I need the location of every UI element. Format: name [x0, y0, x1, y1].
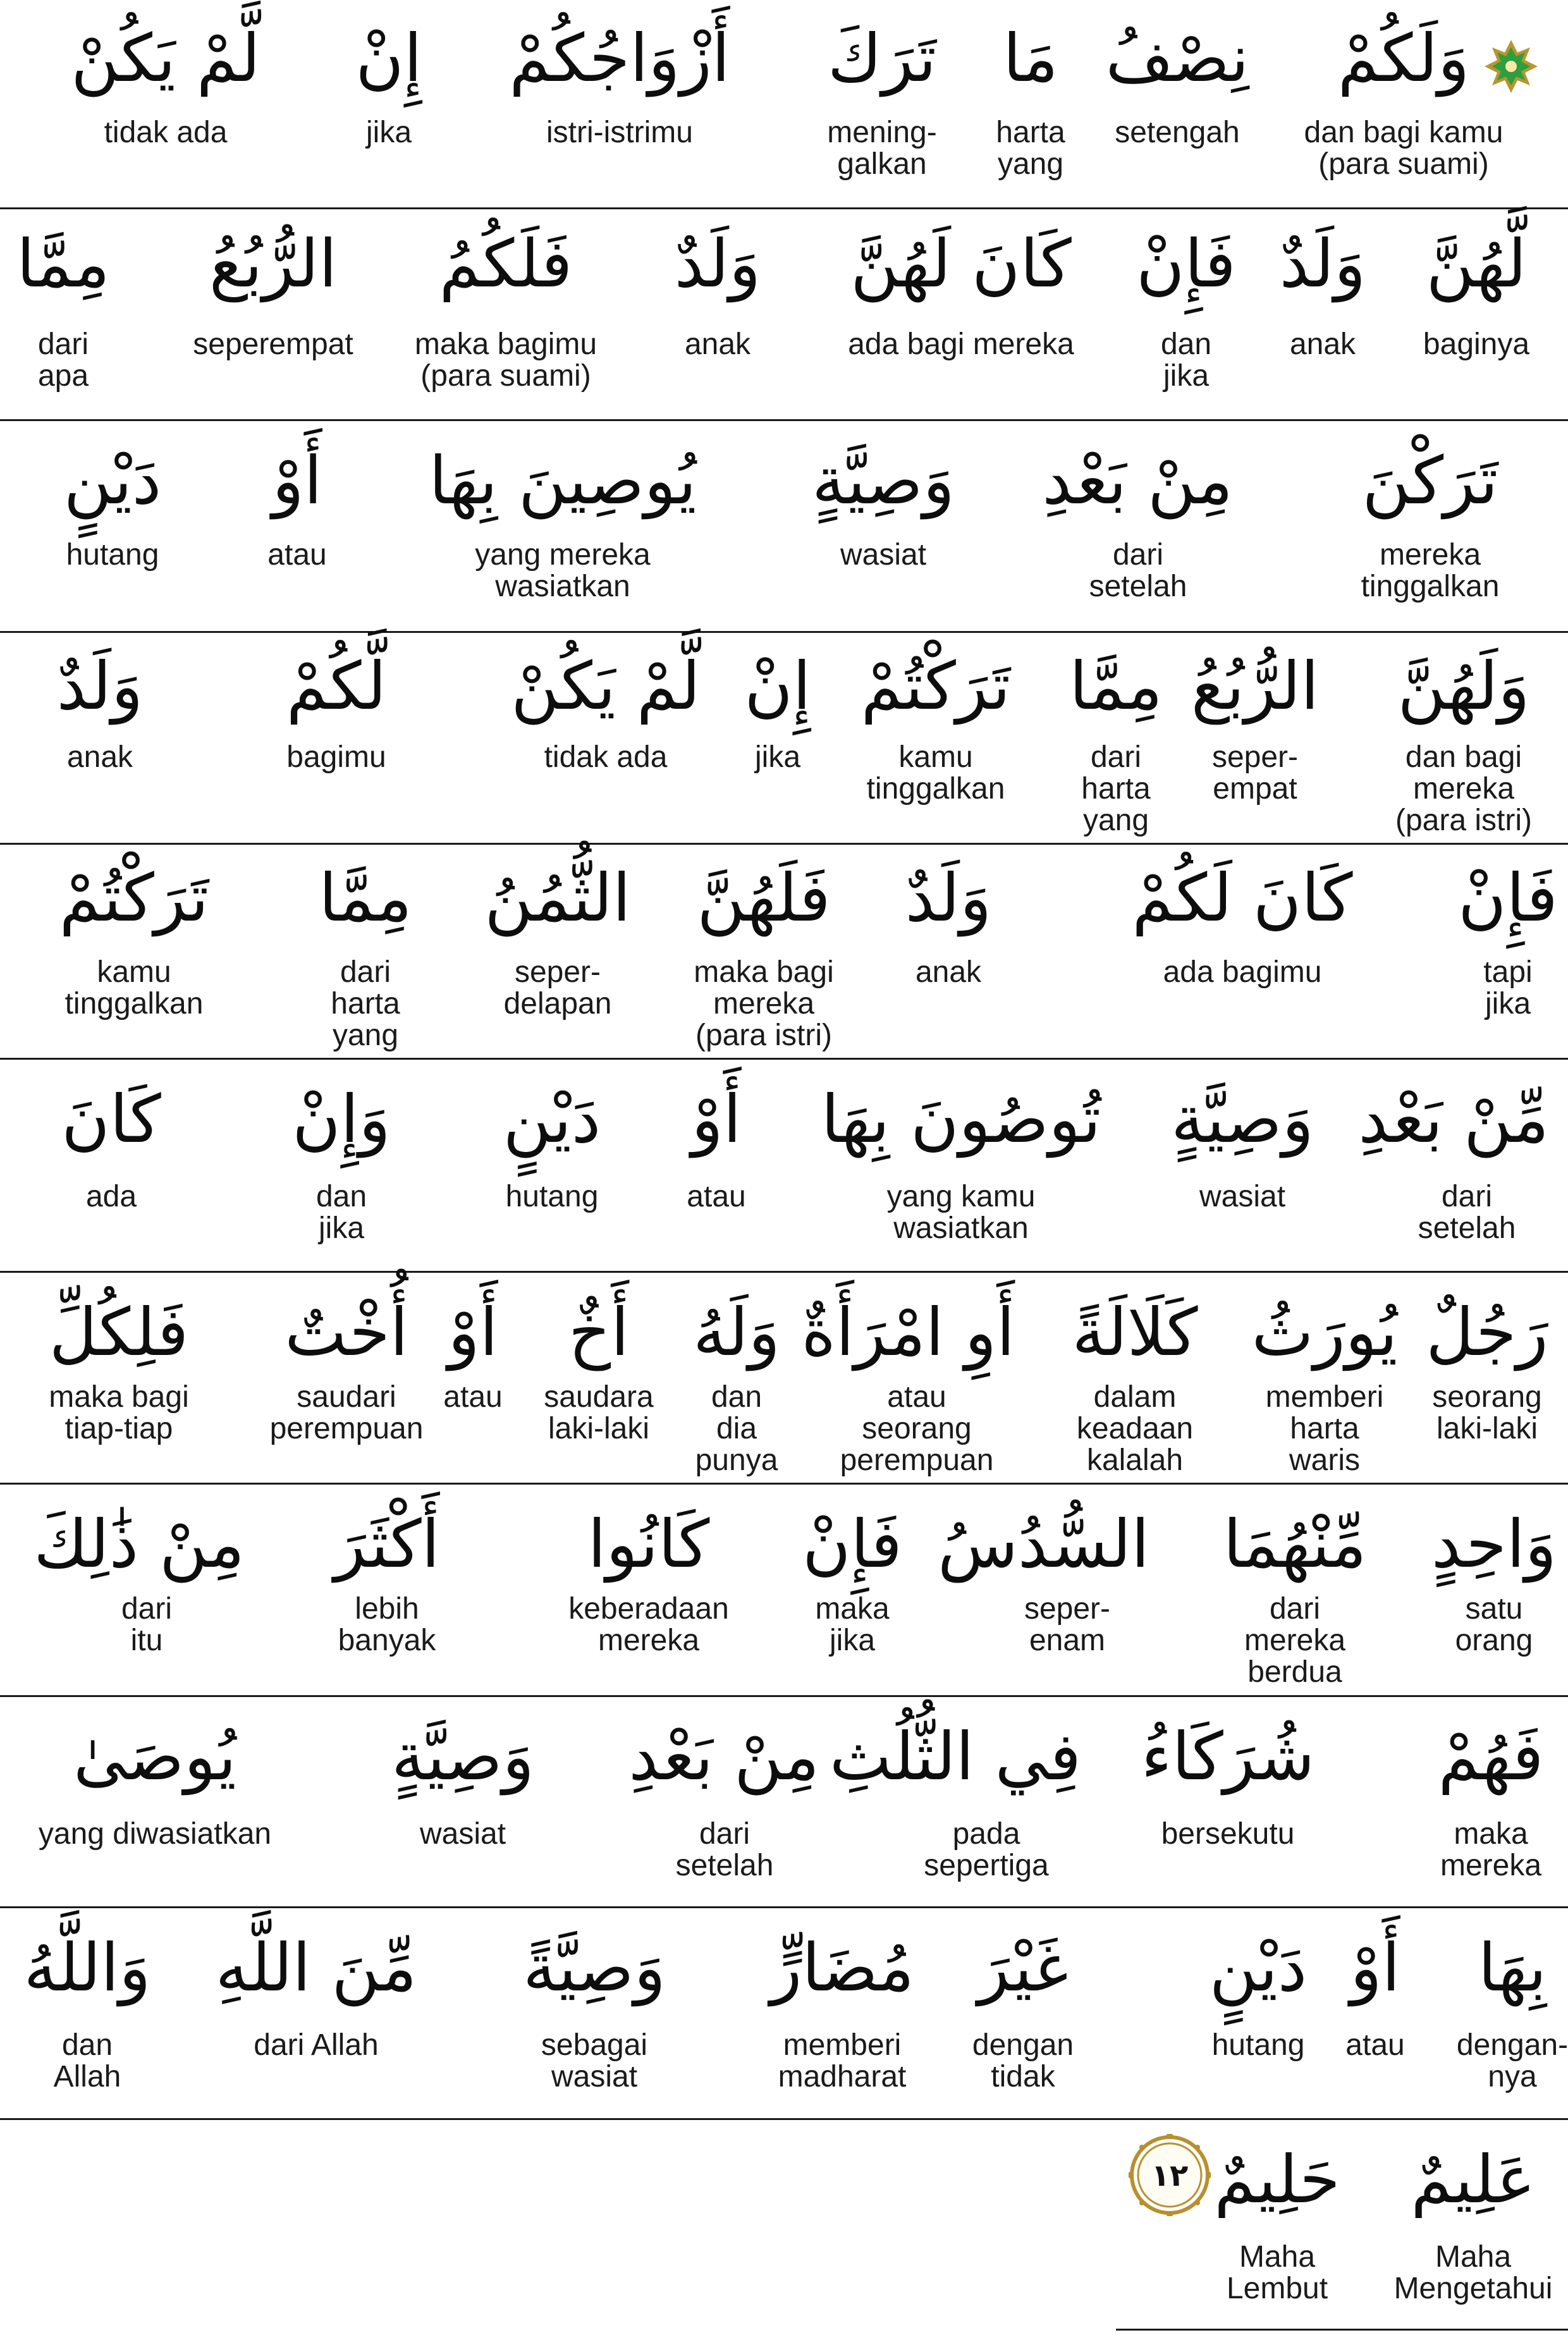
- verse-number: ١٢: [1151, 2158, 1189, 2193]
- word-cell: [381, 1698, 545, 1907]
- arabic-word: تَرَكَ: [827, 20, 937, 97]
- translation-text: dari setelah: [1089, 538, 1187, 603]
- word-cell: [305, 1486, 469, 1695]
- arabic-word: فَإِنْ: [1136, 225, 1236, 302]
- translation-text: tidak ada: [544, 740, 668, 774]
- translation-text: pada sepertiga: [924, 1817, 1049, 1882]
- word-cell: [35, 1698, 275, 1907]
- arabic-word: وَلَهُنَّ: [1397, 647, 1530, 725]
- translation-text: ada bagi mereka: [848, 328, 1074, 361]
- word-cell: [190, 1909, 443, 2118]
- arabic-word: وَلَدٌ: [905, 859, 992, 936]
- word-cell: [801, 1274, 1015, 1483]
- arabic-word: لَّمْ يَكُنْ: [511, 647, 701, 725]
- arabic-word: لَّكُمْ: [286, 647, 387, 725]
- translation-text: memberi harta waris: [1265, 1380, 1384, 1477]
- arabic-word: كَانَ: [61, 1081, 161, 1158]
- word-cell: [770, 1486, 934, 1695]
- arabic-word: مِمَّا: [16, 225, 110, 302]
- translation-text: tapi jika: [1483, 955, 1533, 1020]
- word-cell: [1358, 1061, 1549, 1271]
- translation-text: yang mereka wasiatkan: [475, 538, 651, 603]
- translation-text: mereka tinggalkan: [1361, 538, 1500, 603]
- arabic-word: مُضَارٍّ: [770, 1929, 914, 2006]
- word-cell: [283, 846, 448, 1058]
- arabic-word: أُخْتٌ: [285, 1294, 408, 1371]
- arabic-word: غَيْرَ: [977, 1929, 1069, 2006]
- row-divider: [0, 631, 1568, 633]
- arabic-word: وَصِيَّةٍ: [812, 442, 955, 519]
- arabic-word: مَا: [1003, 20, 1058, 97]
- word-cell: [39, 0, 292, 209]
- translation-text: istri-istrimu: [546, 116, 693, 149]
- arabic-word: وَصِيَّةٍ: [1171, 1081, 1314, 1158]
- translation-text: dengan- nya: [1456, 2028, 1568, 2093]
- translation-text: seorang laki-laki: [1432, 1380, 1542, 1445]
- verse-number-medallion: [1129, 2134, 1211, 2216]
- word-cell: [408, 422, 718, 631]
- translation-text: maka mereka: [1440, 1817, 1542, 1882]
- word-cell: [1299, 0, 1508, 209]
- translation-text: tidak ada: [104, 116, 228, 149]
- translation-text: Maha Lembut: [1226, 2240, 1328, 2305]
- word-cell: [191, 212, 355, 420]
- translation-text: atau: [267, 538, 327, 572]
- translation-text: seper- enam: [1024, 1592, 1111, 1657]
- word-cell: [1372, 634, 1555, 843]
- translation-text: dan bagi mereka (para istri): [1395, 740, 1533, 837]
- word-cell: [1104, 212, 1268, 420]
- translation-text: dan bagi kamu (para suami): [1304, 116, 1504, 181]
- verse-start-star-icon: [1483, 38, 1540, 95]
- arabic-word: أَزْوَاجُكُمْ: [509, 20, 730, 97]
- word-cell: [475, 846, 640, 1058]
- word-row: [0, 2121, 1568, 2335]
- translation-text: dari setelah: [675, 1817, 774, 1882]
- translation-text: anak: [915, 955, 982, 989]
- arabic-word: السُّدُسُ: [938, 1505, 1149, 1583]
- word-cell: [1405, 1274, 1568, 1483]
- arabic-word: أَوْ: [272, 442, 322, 519]
- word-cell: [682, 846, 846, 1058]
- translation-text: dari itu: [121, 1592, 173, 1657]
- word-cell: [1095, 0, 1259, 209]
- arabic-word: تَرَكْتُمْ: [59, 859, 209, 936]
- word-cell: [398, 212, 613, 420]
- row-divider: [0, 1271, 1568, 1273]
- word-row: [0, 212, 1568, 420]
- word-cell: [1426, 846, 1568, 1058]
- arabic-word: فَإِنْ: [1458, 859, 1558, 936]
- word-cell: [474, 0, 765, 209]
- word-cell: [245, 634, 428, 843]
- row-divider: [0, 1695, 1568, 1697]
- translation-text: yang kamu wasiatkan: [886, 1180, 1036, 1245]
- arabic-word: الثُّمُنُ: [484, 859, 631, 936]
- translation-text: jika: [365, 116, 412, 149]
- translation-text: dengan tidak: [972, 2028, 1074, 2093]
- arabic-word: وَصِيَّةً: [523, 1929, 666, 2006]
- arabic-word: مِمَّا: [319, 859, 412, 936]
- translation-text: hutang: [1211, 2028, 1305, 2062]
- translation-text: anak: [1289, 328, 1356, 361]
- bottom-divider: [1116, 2329, 1568, 2331]
- word-cell: [21, 1274, 217, 1483]
- row-divider: [0, 843, 1568, 845]
- translation-text: lebih banyak: [338, 1592, 436, 1657]
- word-cell: [830, 1698, 1081, 1907]
- arabic-word: وَلَهُ: [693, 1294, 780, 1371]
- word-cell: [828, 212, 1094, 420]
- word-cell: [866, 846, 1031, 1058]
- arabic-word: وَاللَّهُ: [23, 1929, 151, 2006]
- word-row: [0, 1061, 1568, 1271]
- translation-text: Maha Mengetahui: [1393, 2240, 1553, 2305]
- translation-text: seper- delapan: [503, 955, 612, 1020]
- word-cell: [512, 1909, 677, 2118]
- word-row: [0, 1486, 1568, 1695]
- translation-text: kamu tinggalkan: [866, 740, 1005, 806]
- translation-text: ada: [85, 1180, 137, 1213]
- word-cell: [30, 846, 238, 1058]
- translation-text: maka jika: [815, 1592, 890, 1657]
- translation-text: dari harta yang: [331, 955, 400, 1052]
- translation-text: keberadaan mereka: [568, 1592, 729, 1657]
- arabic-word: أَوْ: [691, 1081, 742, 1158]
- translation-text: seper- empat: [1211, 740, 1299, 806]
- word-cell: [259, 1061, 424, 1271]
- translation-text: dari mereka berdua: [1244, 1592, 1346, 1689]
- arabic-word: أَوْ: [1350, 1929, 1400, 2006]
- arabic-word: مِنْ بَعْدِ: [628, 1718, 819, 1795]
- arabic-word: نِصْفُ: [1105, 20, 1249, 97]
- row-divider: [0, 2118, 1568, 2120]
- arabic-word: تَرَكْنَ: [1362, 442, 1498, 519]
- arabic-word: وَلَدٌ: [56, 647, 144, 725]
- word-cell: [788, 422, 978, 631]
- arabic-word: فِي الثُّلُثِ: [830, 1718, 1081, 1795]
- word-row: [0, 1909, 1568, 2118]
- arabic-word: وَصِيَّةٍ: [391, 1718, 534, 1795]
- word-row: [0, 1698, 1568, 1907]
- arabic-word: مِّنْهُمَا: [1223, 1505, 1367, 1583]
- translation-text: dalam keadaan kalalah: [1076, 1380, 1194, 1477]
- translation-text: satu orang: [1455, 1592, 1533, 1657]
- row-divider: [0, 1058, 1568, 1060]
- translation-text: sebagai wasiat: [541, 2028, 648, 2093]
- translation-text: seperempat: [193, 328, 353, 361]
- word-cell: [819, 1061, 1103, 1271]
- translation-text: memberi madharat: [778, 2028, 907, 2093]
- word-cell: [1391, 2121, 1555, 2335]
- word-cell: [635, 212, 800, 420]
- word-cell: [18, 634, 182, 843]
- arabic-word: وَلَدٌ: [674, 225, 761, 302]
- arabic-word: شُرَكَاءُ: [1141, 1718, 1315, 1795]
- arabic-word: رَجُلٌ: [1426, 1294, 1548, 1371]
- translation-text: atau: [443, 1380, 503, 1414]
- translation-text: anak: [66, 740, 133, 774]
- word-cell: [831, 634, 1040, 843]
- word-cell: [1139, 1698, 1316, 1907]
- translation-text: hutang: [66, 538, 159, 572]
- translation-text: ada bagimu: [1163, 955, 1322, 989]
- word-row: [0, 1274, 1568, 1483]
- translation-text: yang diwasiatkan: [38, 1817, 272, 1851]
- word-cell: [307, 0, 471, 209]
- translation-text: dari apa: [37, 328, 89, 393]
- arabic-word: مِّنَ اللَّهِ: [215, 1929, 417, 2006]
- arabic-word: حَلِيمٌ: [1214, 2141, 1340, 2218]
- arabic-word: فَلَكُمُ: [439, 225, 573, 302]
- arabic-word: مِنْ بَعْدِ: [1042, 442, 1233, 519]
- translation-text: atau: [687, 1180, 746, 1213]
- translation-text: dan jika: [315, 1180, 367, 1245]
- word-cell: [470, 1061, 634, 1271]
- translation-text: wasiat: [840, 538, 927, 572]
- translation-text: dari harta yang: [1081, 740, 1151, 837]
- arabic-word: إِنْ: [744, 647, 811, 725]
- translation-text: baginya: [1423, 328, 1530, 361]
- row-divider: [0, 1483, 1568, 1485]
- word-cell: [1043, 422, 1233, 631]
- translation-text: dari Allah: [254, 2028, 379, 2062]
- arabic-word: كَلَالَةً: [1072, 1294, 1198, 1371]
- arabic-word: دَيْنٍ: [1209, 1929, 1308, 2006]
- word-cell: [938, 1486, 1149, 1695]
- arabic-word: تَرَكْتُمْ: [861, 647, 1011, 725]
- arabic-word: وَلَكُمْ: [1337, 20, 1470, 97]
- translation-text: jika: [754, 740, 801, 774]
- translation-text: hutang: [505, 1180, 599, 1213]
- word-cell: [1242, 1274, 1407, 1483]
- translation-text: maka bagimu (para suami): [414, 328, 597, 393]
- translation-text: harta yang: [996, 116, 1065, 181]
- arabic-word: عَلِيمٌ: [1411, 2141, 1536, 2218]
- word-cell: [479, 634, 732, 843]
- arabic-word: أَوْ: [448, 1294, 498, 1371]
- arabic-word: الرُّبُعُ: [209, 225, 338, 302]
- arabic-word: أَوِ امْرَأَةٌ: [801, 1294, 1015, 1371]
- translation-text: saudari perempuan: [269, 1380, 424, 1445]
- translation-text: atau seorang perempuan: [840, 1380, 994, 1477]
- arabic-word: وَاحِدٍ: [1431, 1505, 1557, 1583]
- arabic-word: الرُّبُعُ: [1191, 647, 1320, 725]
- word-row: [0, 0, 1568, 209]
- arabic-word: مِنْ ذَٰلِكَ: [34, 1505, 245, 1583]
- word-cell: [20, 1061, 203, 1271]
- word-row: [0, 422, 1568, 631]
- translation-text: dari setelah: [1418, 1180, 1516, 1245]
- translation-text: dan Allah: [53, 2028, 121, 2093]
- word-cell: [1160, 1061, 1325, 1271]
- word-cell: [0, 212, 145, 420]
- word-cell: [215, 422, 379, 631]
- translation-text: dan dia punya: [695, 1380, 778, 1477]
- word-cell: [630, 1698, 819, 1907]
- translation-text: maka bagi mereka (para istri): [694, 955, 834, 1052]
- arabic-word: دَيْنٍ: [503, 1081, 601, 1158]
- translation-text: atau: [1345, 2028, 1405, 2062]
- translation-text: bagimu: [286, 740, 386, 774]
- word-row: [0, 846, 1568, 1058]
- translation-text: wasiat: [419, 1817, 506, 1851]
- word-cell: [1412, 1486, 1568, 1695]
- arabic-word: يُوصِينَ بِهَا: [429, 442, 697, 519]
- translation-text: bersekutu: [1161, 1817, 1295, 1851]
- translation-text: kamu tinggalkan: [64, 955, 204, 1020]
- arabic-word: كَانَ لَكُمْ: [1132, 859, 1353, 936]
- word-cell: [948, 0, 1113, 209]
- word-cell: [1213, 1486, 1377, 1695]
- arabic-word: وَإِنْ: [292, 1081, 391, 1158]
- arabic-word: دَيْنٍ: [63, 442, 162, 519]
- arabic-word: كَانُوا: [587, 1505, 710, 1583]
- arabic-word: كَانَ لَهُنَّ: [850, 225, 1072, 302]
- word-cell: [1409, 1698, 1568, 1907]
- word-cell: [1176, 1909, 1340, 2118]
- translation-text: dan jika: [1160, 328, 1212, 393]
- word-cell: [1195, 2121, 1359, 2335]
- arabic-word: فَلِكُلِّ: [49, 1294, 189, 1371]
- arabic-word: لَّمْ يَكُنْ: [71, 20, 260, 97]
- arabic-word: تُوصُونَ بِهَا: [821, 1081, 1101, 1158]
- translation-text: mening- galkan: [827, 116, 937, 181]
- word-cell: [757, 1909, 928, 2118]
- arabic-word: لَّهُنَّ: [1426, 225, 1527, 302]
- arabic-word: يُوصَىٰ: [73, 1718, 236, 1795]
- translation-text: maka bagi tiap-tiap: [49, 1380, 189, 1445]
- word-cell: [800, 0, 964, 209]
- translation-text: anak: [684, 328, 751, 361]
- arabic-word: أَخٌ: [568, 1294, 630, 1371]
- word-cell: [941, 1909, 1105, 2118]
- arabic-word: فَهُمْ: [1438, 1718, 1544, 1795]
- word-row: [0, 634, 1568, 843]
- arabic-word: فَلَهُنَّ: [697, 859, 831, 936]
- arabic-word: أَكْثَرَ: [334, 1505, 440, 1583]
- arabic-word: بِهَا: [1478, 1929, 1547, 2006]
- translation-text: setengah: [1115, 116, 1240, 149]
- translation-text: saudara laki-laki: [544, 1380, 654, 1445]
- translation-text: wasiat: [1199, 1180, 1286, 1213]
- arabic-word: وَلَدٌ: [1279, 225, 1366, 302]
- word-cell: [1034, 634, 1198, 843]
- word-cell: [634, 1061, 799, 1271]
- word-cell: [1291, 422, 1568, 631]
- word-cell: [18, 422, 207, 631]
- word-cell: [1059, 846, 1426, 1058]
- word-cell: [1046, 1274, 1223, 1483]
- arabic-word: مِّنْ بَعْدِ: [1358, 1081, 1549, 1158]
- arabic-word: إِنْ: [355, 20, 422, 97]
- word-cell: [554, 1486, 744, 1695]
- arabic-word: يُورَثُ: [1251, 1294, 1398, 1371]
- arabic-word: فَإِنْ: [802, 1505, 902, 1583]
- arabic-word: مِمَّا: [1069, 647, 1163, 725]
- word-cell: [5, 1909, 169, 2118]
- word-cell: [1394, 212, 1559, 420]
- word-cell: [264, 1274, 429, 1483]
- word-cell: [34, 1486, 245, 1695]
